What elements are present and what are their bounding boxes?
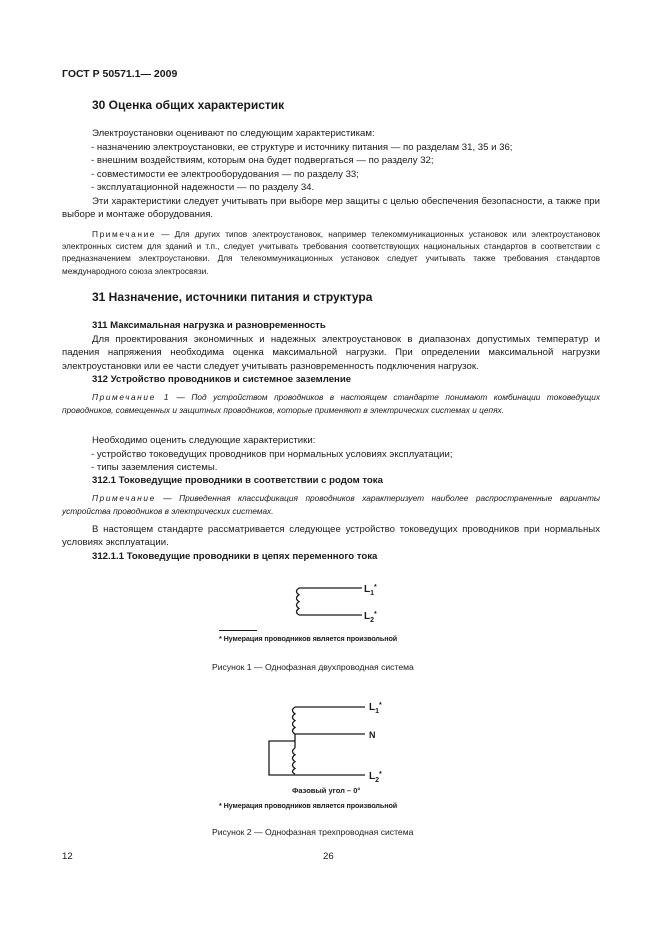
list-item: - эксплуатационной надежности — по разделу 34. <box>91 181 315 193</box>
figure-1-caption: Рисунок 1 — Однофазная двухпроводная система <box>212 662 414 672</box>
lower-winding <box>293 748 296 774</box>
section-30-note <box>62 228 600 277</box>
note-text: — Приведенная классификация проводников характеризует наиболее распространенные варианты устройства проводников в электрических системах. <box>62 493 600 517</box>
section-30-list <box>91 141 611 194</box>
figure-1-footnote: * Нумерация проводников является произвольной <box>219 634 398 643</box>
label-l2: $L_2^*$ <box>364 611 377 624</box>
section-30-intro: Электроустановки оценивают по следующим характеристикам: <box>92 128 375 139</box>
note-label: Примечание <box>92 229 157 239</box>
note-text: — Для других типов электроустановок, например телекоммуникационных установок или электроустановок электронных систем для зданий и т.п., следует учитывать требования соответствующих национальных стандартов в соответствии с предназначением электроустановки. Для телекоммуникационных установок следует учитывать также требования стандартов международного союза электросвязи. <box>62 229 600 276</box>
page-number-left: 12 <box>62 851 73 862</box>
list-item: - типы заземления системы. <box>91 462 218 474</box>
list-item: - внешним воздействиям, которым она будет подвергаться — по разделу 32; <box>91 155 434 167</box>
list-item: - совместимости ее электрооборудования — по разделу 33; <box>91 168 359 180</box>
note-label: Примечание 1 <box>92 392 171 402</box>
characteristics-list <box>91 448 453 475</box>
winding-return <box>269 741 295 775</box>
standard-statement: В настоящем стандарте рассматривается следующее устройство токоведущих проводников при нормальных условиях эксплуатации. <box>62 524 600 549</box>
subsection-31211-title: 312.1.1 Токоведущие проводники в цепях переменного тока <box>92 551 378 562</box>
subsection-311-text: Для проектирования экономичных и надежных электроустановок в диапазонах допустимых температур и падения напряжения необходима оценка максимальной нагрузки. При определении максимальной нагрузки электроустановки или ее части следует учитывать разновременность подключения нагрузок. <box>62 334 600 372</box>
section-31-title: 31 Назначение, источники питания и структура <box>92 290 373 304</box>
page-number-center: 26 <box>323 851 334 862</box>
section-30-paragraph: Эти характеристики следует учитывать при выборе мер защиты с целью обеспечения безопасности, а также при выборе и монтаже оборудования. <box>62 196 600 221</box>
section-30-title: 30 Оценка общих характеристик <box>92 98 285 112</box>
list-item: - устройство токоведущих проводников при нормальных условиях эксплуатации; <box>91 449 453 460</box>
characteristics-intro: Необходимо оценить следующие характеристики: <box>92 435 316 446</box>
list-item: - назначению электроустановки, ее структуре и источнику питания — по разделам 31, 35 и 36; <box>91 142 513 153</box>
figure-2-footnote: * Нумерация проводников является произвольной <box>219 801 398 810</box>
figure-1-diagram <box>280 572 400 627</box>
footnote-rule <box>219 630 257 631</box>
subsection-312-note-1 <box>62 391 600 417</box>
subsection-3121-note <box>62 492 600 518</box>
label-n: N <box>369 730 376 740</box>
document-header: ГОСТ Р 50571.1— 2009 <box>62 68 178 80</box>
upper-winding <box>293 707 296 734</box>
figure-2-caption: Рисунок 2 — Однофазная трехпроводная система <box>212 827 414 837</box>
figure-2-diagram <box>255 693 395 798</box>
note-text: — Под устройством проводников в настоящем стандарте понимают комбинации токоведущих проводников, совмещенных и защитных проводников, которые применяют в электрических системах и цепях. <box>62 392 600 416</box>
phase-angle-label: Фазовый угол – 0° <box>292 786 361 795</box>
label-l1: $L_1^*$ <box>369 702 382 715</box>
label-l2: $L_2^*$ <box>369 771 382 784</box>
label-l1: $L_1^*$ <box>364 584 377 597</box>
note-label: Примечание <box>92 493 156 503</box>
subsection-312-title: 312 Устройство проводников и системное заземление <box>92 374 352 385</box>
transformer-winding <box>297 588 300 615</box>
subsection-3121-title: 312.1 Токоведущие проводники в соответствии с родом тока <box>92 475 383 486</box>
subsection-311-title: 311 Максимальная нагрузка и разновременность <box>92 320 326 331</box>
